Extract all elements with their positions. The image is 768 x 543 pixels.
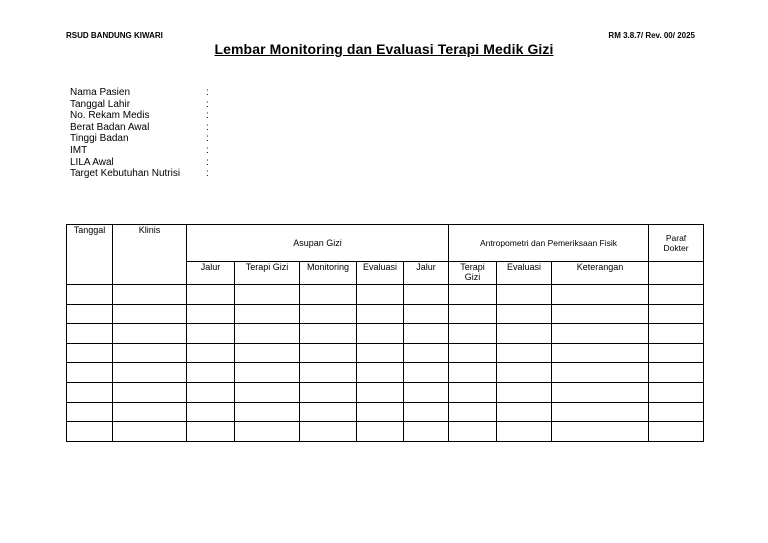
- table-cell: [649, 324, 704, 344]
- field-no-rekam-medis: [70, 110, 209, 122]
- table-cell: [404, 324, 449, 344]
- table-cell: [552, 422, 649, 442]
- table-cell: [300, 324, 357, 344]
- table-cell: [552, 363, 649, 383]
- field-colon: :: [206, 98, 209, 110]
- table-cell: [67, 382, 113, 402]
- table-cell: [449, 402, 497, 422]
- table-cell: [649, 285, 704, 305]
- table-cell: [113, 382, 187, 402]
- table-cell: [187, 324, 235, 344]
- field-label: Tanggal Lahir: [70, 98, 131, 110]
- table-cell: [357, 422, 404, 442]
- table-cell: [300, 363, 357, 383]
- table-cell: [187, 402, 235, 422]
- sub-jalur-asupan: Jalur: [187, 262, 235, 285]
- table-cell: [404, 304, 449, 324]
- table-cell: [187, 343, 235, 363]
- field-colon: :: [206, 133, 209, 145]
- table-cell: [552, 402, 649, 422]
- table-cell: [235, 285, 300, 305]
- table-cell: [357, 285, 404, 305]
- table-row: [67, 285, 704, 305]
- table-cell: [235, 363, 300, 383]
- col-tanggal-header: Tanggal: [67, 225, 113, 285]
- table-cell: [649, 363, 704, 383]
- field-label: Nama Pasien: [70, 87, 131, 98]
- table-cell: [113, 304, 187, 324]
- table-cell: [187, 422, 235, 442]
- table-cell: [357, 304, 404, 324]
- table-cell: [449, 382, 497, 402]
- sub-terapi-gizi-asupan: Terapi Gizi: [235, 262, 300, 285]
- table-cell: [357, 324, 404, 344]
- table-cell: [497, 422, 552, 442]
- table-cell: [552, 343, 649, 363]
- table-cell: [235, 343, 300, 363]
- field-colon: :: [206, 156, 209, 168]
- table-cell: [552, 324, 649, 344]
- table-cell: [300, 285, 357, 305]
- table-cell: [113, 363, 187, 383]
- table-cell: [357, 343, 404, 363]
- table-cell: [449, 324, 497, 344]
- table-cell: [449, 363, 497, 383]
- sub-paraf-empty: [649, 262, 704, 285]
- table-cell: [649, 343, 704, 363]
- field-target-kebutuhan-nutrisi: [70, 168, 209, 180]
- table-cell: [235, 324, 300, 344]
- table-cell: [113, 343, 187, 363]
- hospital-name: RSUD BANDUNG KIWARI: [66, 31, 163, 40]
- table-cell: [404, 343, 449, 363]
- table-cell: [67, 343, 113, 363]
- patient-info: [70, 87, 209, 180]
- field-imt: [70, 144, 209, 157]
- sub-terapi-gizi-label: Terapi Gizi: [460, 262, 485, 282]
- table-cell: [404, 402, 449, 422]
- col-asupan-gizi-header: Asupan Gizi: [187, 225, 449, 262]
- table-cell: [235, 304, 300, 324]
- table-row: [67, 382, 704, 402]
- table-cell: [649, 382, 704, 402]
- table-cell: [300, 422, 357, 442]
- table-cell: [649, 304, 704, 324]
- field-label: Target Kebutuhan Nutrisi: [70, 168, 181, 180]
- table-cell: [552, 285, 649, 305]
- field-tinggi-badan: [70, 133, 209, 145]
- monitoring-table: [66, 224, 704, 442]
- table-cell: [235, 402, 300, 422]
- table-row: [67, 422, 704, 442]
- table-cell: [404, 422, 449, 442]
- table-cell: [552, 382, 649, 402]
- table-cell: [449, 343, 497, 363]
- form-code: RM 3.8.7/ Rev. 00/ 2025: [608, 31, 695, 40]
- table-cell: [497, 304, 552, 324]
- sub-evaluasi-asupan: Evaluasi: [357, 262, 404, 285]
- table-cell: [113, 324, 187, 344]
- table-cell: [404, 285, 449, 305]
- table-cell: [497, 363, 552, 383]
- table-cell: [300, 343, 357, 363]
- table-cell: [300, 402, 357, 422]
- page-title: Lembar Monitoring dan Evaluasi Terapi Medik Gizi: [214, 41, 554, 57]
- table-cell: [357, 382, 404, 402]
- table-cell: [497, 324, 552, 344]
- sub-evaluasi-antropometri: Evaluasi: [497, 262, 552, 285]
- table-cell: [113, 285, 187, 305]
- table-cell: [67, 304, 113, 324]
- field-tanggal-lahir: [70, 98, 209, 111]
- table-cell: [235, 422, 300, 442]
- table-cell: [67, 402, 113, 422]
- table-cell: [235, 382, 300, 402]
- col-klinis-header: Klinis: [113, 225, 187, 285]
- sub-jalur-antropometri: Jalur: [404, 262, 449, 285]
- field-colon: :: [206, 144, 209, 156]
- table-cell: [497, 285, 552, 305]
- paraf-dokter-label: Paraf Dokter: [663, 233, 689, 253]
- field-nama-pasien: [70, 87, 209, 99]
- sub-monitoring: Monitoring: [300, 262, 357, 285]
- table-cell: [497, 343, 552, 363]
- field-berat-badan-awal: [70, 121, 209, 134]
- table-cell: [187, 304, 235, 324]
- sub-keterangan: Keterangan: [552, 262, 649, 285]
- table-row: [67, 343, 704, 363]
- table-cell: [404, 382, 449, 402]
- table-cell: [449, 304, 497, 324]
- table-cell: [300, 304, 357, 324]
- table-cell: [497, 382, 552, 402]
- table-cell: [449, 422, 497, 442]
- table-row: [67, 324, 704, 344]
- field-label: No. Rekam Medis: [70, 110, 150, 122]
- field-colon: :: [206, 110, 209, 122]
- table-cell: [67, 285, 113, 305]
- table-cell: [300, 382, 357, 402]
- table-cell: [113, 402, 187, 422]
- table-header-row: [67, 225, 704, 262]
- field-colon: :: [206, 121, 209, 133]
- field-colon: :: [206, 87, 209, 98]
- field-colon: :: [206, 168, 209, 180]
- table-cell: [113, 422, 187, 442]
- field-lila-awal: [70, 156, 209, 169]
- table-cell: [187, 382, 235, 402]
- table-cell: [357, 363, 404, 383]
- table-row: [67, 402, 704, 422]
- table-cell: [67, 324, 113, 344]
- field-label: IMT: [70, 144, 88, 156]
- table-cell: [649, 402, 704, 422]
- table-cell: [357, 402, 404, 422]
- table-cell: [187, 285, 235, 305]
- field-label: Berat Badan Awal: [70, 121, 150, 133]
- table-cell: [187, 363, 235, 383]
- table-cell: [649, 422, 704, 442]
- col-paraf-dokter-header: [649, 225, 704, 262]
- field-label: Tinggi Badan: [70, 133, 129, 145]
- table-row: [67, 304, 704, 324]
- table-row: [67, 363, 704, 383]
- table-cell: [449, 285, 497, 305]
- table-cell: [67, 422, 113, 442]
- col-antropometri-header: Antropometri dan Pemeriksaan Fisik: [449, 225, 649, 262]
- table-cell: [404, 363, 449, 383]
- sub-terapi-gizi-antropometri: [449, 262, 497, 285]
- table-cell: [497, 402, 552, 422]
- table-cell: [67, 363, 113, 383]
- field-label: LILA Awal: [70, 156, 114, 168]
- table-cell: [552, 304, 649, 324]
